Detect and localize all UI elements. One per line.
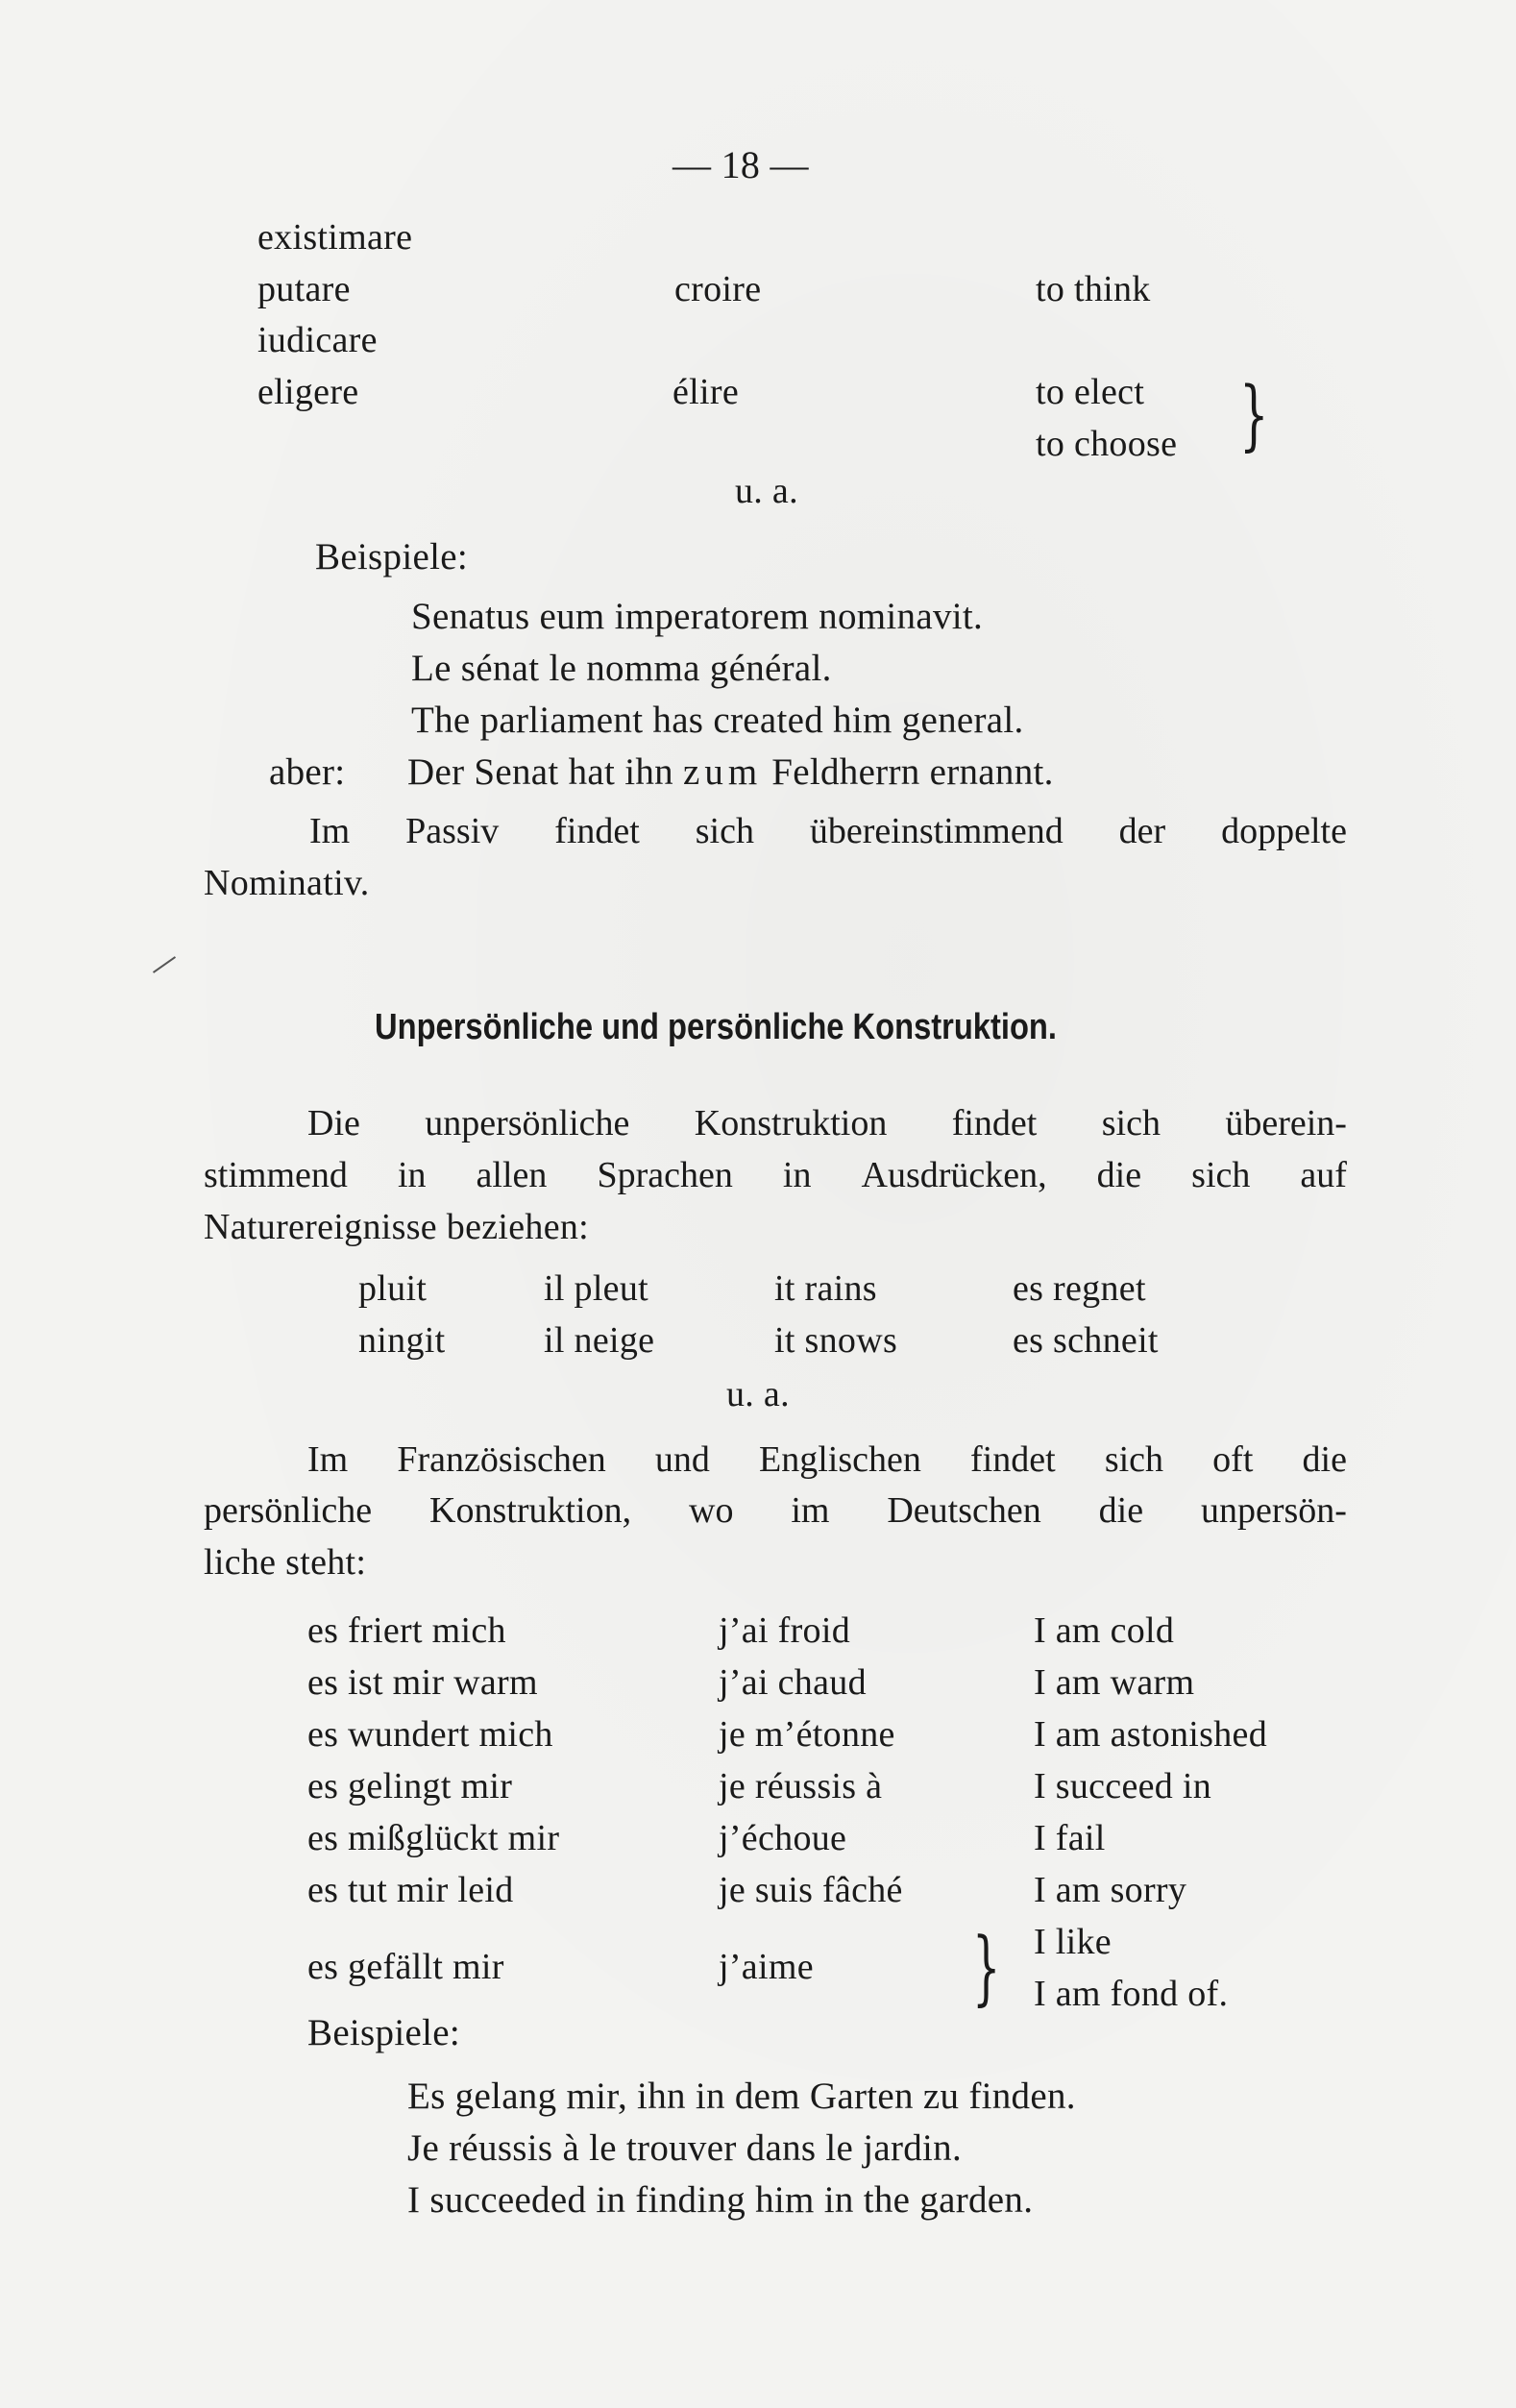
example-sentence: The parliament has created him general. [411, 700, 1024, 741]
word: übereinstimmend [809, 811, 1064, 851]
french-phrase: j’ai chaud [719, 1662, 867, 1703]
word: Deutschen [887, 1490, 1041, 1531]
paragraph-line: liche steht: [204, 1542, 367, 1583]
word: sich [1191, 1155, 1251, 1195]
latin-verb: existimare [257, 217, 413, 258]
word: Französischen [397, 1439, 606, 1480]
word: findet [554, 811, 640, 851]
word: Konstruktion, [429, 1490, 632, 1531]
example-sentence: Senatus eum imperatorem nominavit. [411, 596, 984, 637]
word: unpersön- [1200, 1490, 1347, 1531]
english-phrase: I am fond of. [1034, 1974, 1229, 2014]
english-phrase: I am cold [1034, 1610, 1175, 1651]
german-phrase: es mißglückt mir [307, 1818, 560, 1858]
spaced-emphasis: zum [683, 751, 763, 793]
word: in [397, 1155, 427, 1195]
weather-english: it snows [774, 1320, 898, 1361]
page-number: — 18 — [672, 143, 809, 186]
weather-french: il pleut [544, 1268, 648, 1309]
example-sentence: Es gelang mir, ihn in dem Garten zu finden. [407, 2076, 1076, 2117]
section-heading: Unpersönliche und persönliche Konstruktion. [375, 1007, 1057, 1047]
word: Englischen [759, 1439, 921, 1480]
french-phrase: je réussis à [719, 1766, 883, 1806]
latin-verb: putare [257, 269, 351, 309]
paragraph-line: Nominativ. [204, 863, 370, 903]
english-phrase: I succeed in [1034, 1766, 1212, 1806]
examples-label: Beispiele: [307, 2012, 460, 2053]
paragraph-line [204, 1157, 1347, 1193]
word: doppelte [1221, 811, 1347, 851]
german-phrase: es friert mich [307, 1610, 506, 1651]
word: sich [1104, 1439, 1164, 1480]
german-phrase: es gelingt mir [307, 1766, 513, 1806]
word: Passiv [405, 811, 500, 851]
german-phrase: es tut mir leid [307, 1870, 514, 1910]
latin-verb: eligere [257, 372, 359, 412]
english-phrase: I am warm [1034, 1662, 1195, 1703]
english-verb: to think [1036, 269, 1151, 309]
english-phrase: I like [1034, 1922, 1112, 1962]
aber-sentence-start: Der Senat hat ihn [407, 751, 673, 793]
english-phrase: I am astonished [1034, 1714, 1268, 1755]
example-sentence: Le sénat le nomma général. [411, 648, 832, 689]
word: unpersönliche [425, 1103, 630, 1143]
word: Die [307, 1103, 360, 1143]
latin-verb: iudicare [257, 320, 378, 360]
word: oft [1212, 1439, 1254, 1480]
example-sentence-aber [407, 753, 1054, 791]
french-verb: élire [672, 372, 740, 412]
word: findet [970, 1439, 1056, 1480]
english-verb: to elect [1036, 372, 1145, 412]
word: Konstruktion [694, 1103, 888, 1143]
paragraph-line [309, 813, 1347, 849]
paragraph-line [307, 1441, 1347, 1478]
etc-abbrev: u. a. [735, 471, 798, 511]
etc-abbrev: u. a. [726, 1374, 790, 1414]
word: stimmend [204, 1155, 348, 1195]
french-verb: croire [674, 269, 762, 309]
english-verb: to choose [1036, 424, 1178, 464]
pencil-mark [153, 956, 176, 973]
right-brace-icon: } [972, 1920, 1001, 2014]
word: sich [1101, 1103, 1161, 1143]
paragraph-line: Naturereignisse beziehen: [204, 1207, 590, 1247]
french-phrase: j’ai froid [719, 1610, 851, 1651]
word: der [1118, 811, 1166, 851]
word: findet [951, 1103, 1038, 1143]
word: wo [689, 1490, 734, 1531]
word: auf [1300, 1155, 1347, 1195]
word: die [1302, 1439, 1347, 1480]
word: die [1098, 1490, 1144, 1531]
paragraph-line [204, 1492, 1347, 1529]
english-phrase: I am sorry [1034, 1870, 1187, 1910]
word: in [782, 1155, 812, 1195]
word: Im [307, 1439, 349, 1480]
french-phrase: j’échoue [719, 1818, 847, 1858]
weather-german: es schneit [1013, 1320, 1159, 1361]
paragraph-line [307, 1105, 1347, 1142]
english-phrase: I fail [1034, 1818, 1106, 1858]
weather-latin: pluit [358, 1268, 428, 1309]
aber-sentence-end: Feldherrn ernannt. [771, 751, 1054, 793]
word: Im [309, 811, 351, 851]
examples-label: Beispiele: [315, 536, 468, 577]
right-brace-icon: } [1239, 370, 1269, 459]
example-sentence: I succeeded in finding him in the garden. [407, 2179, 1034, 2221]
word: im [791, 1490, 830, 1531]
weather-latin: ningit [358, 1320, 446, 1361]
word: sich [695, 811, 754, 851]
example-sentence: Je réussis à le trouver dans le jardin. [407, 2127, 963, 2169]
weather-french: il neige [544, 1320, 655, 1361]
french-phrase: j’aime [719, 1947, 814, 1987]
german-phrase: es wundert mich [307, 1714, 553, 1755]
weather-english: it rains [774, 1268, 877, 1309]
word: Sprachen [597, 1155, 733, 1195]
word: und [654, 1439, 710, 1480]
german-phrase: es gefällt mir [307, 1947, 504, 1987]
word: persönliche [204, 1490, 373, 1531]
french-phrase: je m’étonne [719, 1714, 895, 1755]
weather-german: es regnet [1013, 1268, 1146, 1309]
aber-label: aber: [269, 751, 346, 793]
german-phrase: es ist mir warm [307, 1662, 538, 1703]
word: allen [476, 1155, 548, 1195]
word: überein- [1225, 1103, 1347, 1143]
french-phrase: je suis fâché [719, 1870, 903, 1910]
word: Ausdrücken, [861, 1155, 1047, 1195]
word: die [1096, 1155, 1142, 1195]
